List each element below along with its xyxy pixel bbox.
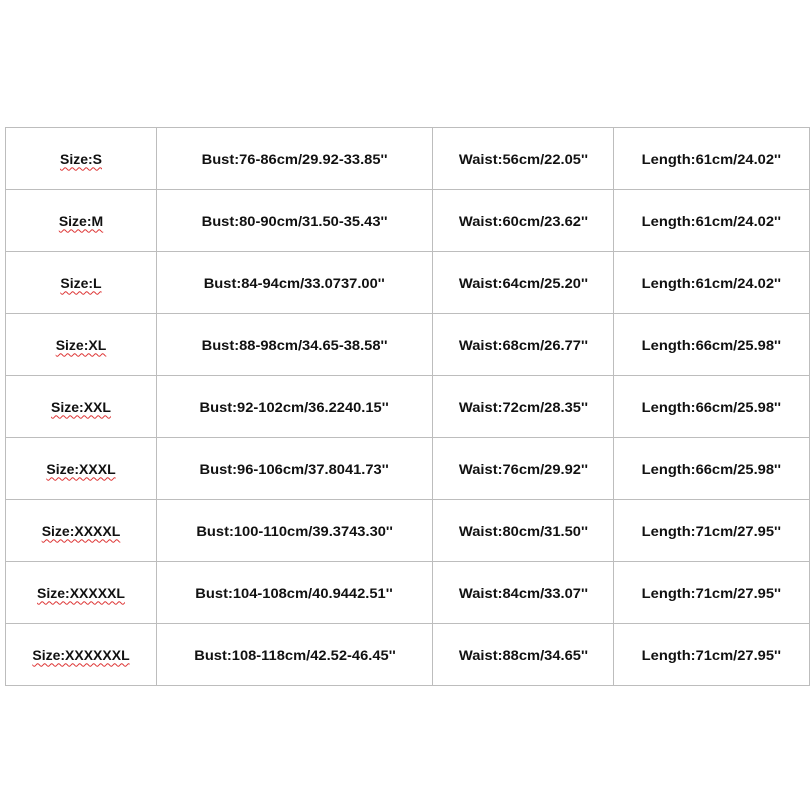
- waist-cell: [433, 314, 614, 376]
- bust-cell: [157, 438, 433, 500]
- length-cell-text: Length:61cm/24.02'': [641, 212, 782, 229]
- bust-cell: [157, 314, 433, 376]
- length-cell: [614, 624, 810, 686]
- length-cell: [614, 438, 810, 500]
- waist-cell-text: Waist:84cm/33.07'': [458, 584, 588, 601]
- bust-cell-text: Bust:104-108cm/40.9442.51'': [195, 584, 394, 601]
- size-cell: [6, 314, 157, 376]
- length-cell-text: Length:66cm/25.98'': [641, 336, 782, 353]
- size-cell: [6, 624, 157, 686]
- size-cell: [6, 128, 157, 190]
- bust-cell-text: Bust:84-94cm/33.0737.00'': [203, 274, 386, 291]
- bust-cell-text: Bust:92-102cm/36.2240.15'': [199, 398, 390, 415]
- size-cell-text: Size:XXXXXL: [37, 584, 125, 601]
- table-row: [6, 128, 810, 190]
- size-cell: [6, 562, 157, 624]
- table-row: [6, 314, 810, 376]
- size-cell-text: Size:XXXXXXL: [32, 646, 130, 663]
- bust-cell: [157, 562, 433, 624]
- waist-cell-text: Waist:88cm/34.65'': [458, 646, 588, 663]
- waist-cell: [433, 500, 614, 562]
- waist-cell: [433, 562, 614, 624]
- waist-cell: [433, 438, 614, 500]
- size-cell-text: Size:XXL: [51, 398, 111, 415]
- length-cell-text: Length:66cm/25.98'': [641, 398, 782, 415]
- length-cell: [614, 252, 810, 314]
- bust-cell: [157, 500, 433, 562]
- length-cell: [614, 314, 810, 376]
- bust-cell-text: Bust:96-106cm/37.8041.73'': [199, 460, 390, 477]
- waist-cell-text: Waist:60cm/23.62'': [458, 212, 588, 229]
- length-cell: [614, 376, 810, 438]
- table-row: [6, 438, 810, 500]
- size-cell: [6, 500, 157, 562]
- length-cell: [614, 128, 810, 190]
- length-cell-text: Length:71cm/27.95'': [641, 646, 782, 663]
- bust-cell-text: Bust:100-110cm/39.3743.30'': [196, 522, 393, 539]
- bust-cell: [157, 376, 433, 438]
- bust-cell: [157, 252, 433, 314]
- size-cell: [6, 190, 157, 252]
- table-row: [6, 500, 810, 562]
- waist-cell: [433, 624, 614, 686]
- waist-cell: [433, 376, 614, 438]
- size-cell-text: Size:XL: [55, 336, 107, 353]
- bust-cell-text: Bust:88-98cm/34.65-38.58'': [201, 336, 388, 353]
- length-cell: [614, 190, 810, 252]
- waist-cell: [433, 128, 614, 190]
- length-cell: [614, 562, 810, 624]
- bust-cell: [157, 190, 433, 252]
- size-cell: [6, 252, 157, 314]
- size-cell-text: Size:S: [59, 150, 102, 167]
- length-cell: [614, 500, 810, 562]
- size-cell: [6, 376, 157, 438]
- length-cell-text: Length:71cm/27.95'': [641, 522, 782, 539]
- waist-cell-text: Waist:80cm/31.50'': [458, 522, 588, 539]
- size-chart-table: [5, 127, 810, 686]
- waist-cell-text: Waist:64cm/25.20'': [458, 274, 588, 291]
- length-cell-text: Length:71cm/27.95'': [641, 584, 782, 601]
- table-row: [6, 624, 810, 686]
- size-cell-text: Size:M: [58, 212, 104, 229]
- waist-cell: [433, 252, 614, 314]
- table-row: [6, 252, 810, 314]
- size-cell-text: Size:XXXL: [46, 460, 116, 477]
- bust-cell-text: Bust:108-118cm/42.52-46.45'': [193, 646, 396, 663]
- waist-cell-text: Waist:68cm/26.77'': [458, 336, 588, 353]
- size-cell-text: Size:L: [60, 274, 102, 291]
- table-row: [6, 562, 810, 624]
- length-cell-text: Length:61cm/24.02'': [641, 150, 782, 167]
- table-row: [6, 190, 810, 252]
- size-cell: [6, 438, 157, 500]
- waist-cell-text: Waist:76cm/29.92'': [458, 460, 588, 477]
- length-cell-text: Length:61cm/24.02'': [641, 274, 782, 291]
- waist-cell: [433, 190, 614, 252]
- bust-cell-text: Bust:76-86cm/29.92-33.85'': [201, 150, 388, 167]
- bust-cell-text: Bust:80-90cm/31.50-35.43'': [201, 212, 388, 229]
- bust-cell: [157, 624, 433, 686]
- bust-cell: [157, 128, 433, 190]
- waist-cell-text: Waist:56cm/22.05'': [458, 150, 588, 167]
- length-cell-text: Length:66cm/25.98'': [641, 460, 782, 477]
- size-cell-text: Size:XXXXL: [41, 522, 121, 539]
- table-row: [6, 376, 810, 438]
- waist-cell-text: Waist:72cm/28.35'': [458, 398, 588, 415]
